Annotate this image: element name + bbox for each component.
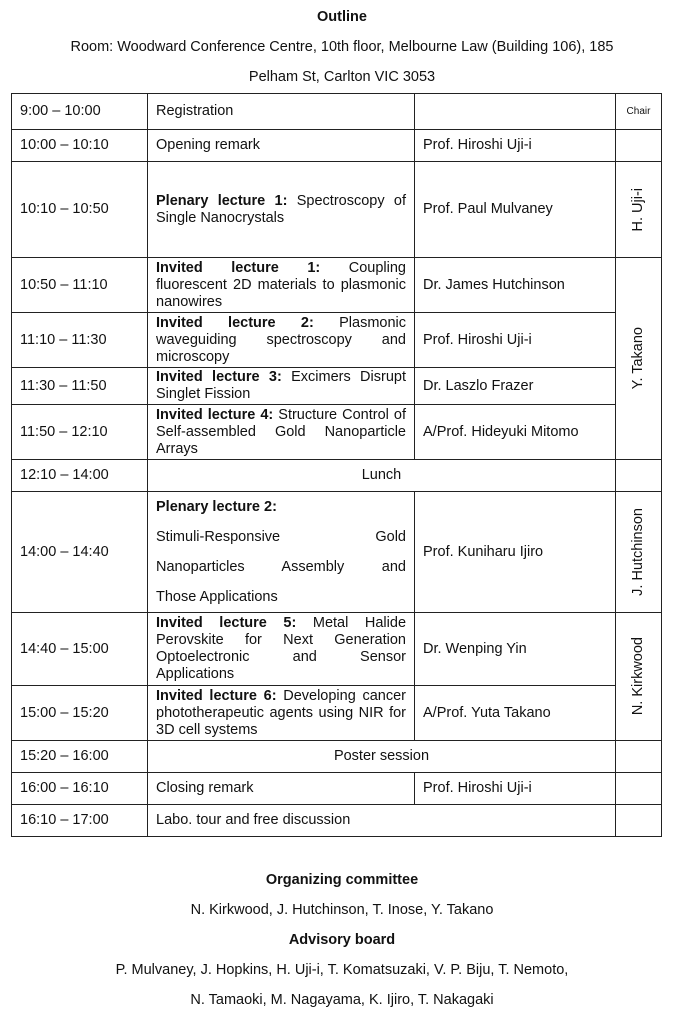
schedule-table: [11, 93, 662, 837]
session-title: [148, 368, 415, 405]
chair-cell: [616, 773, 662, 805]
session-title: Closing remark: [148, 773, 415, 805]
chair-cell: [616, 460, 662, 492]
time-cell: 12:10 – 14:00: [12, 460, 148, 492]
chair-name: J. Hutchinson: [630, 508, 646, 596]
lecture-label: Invited lecture 3:: [156, 369, 282, 385]
time-cell: 15:20 – 16:00: [12, 741, 148, 773]
speaker-cell: A/Prof. Hideyuki Mitomo: [415, 405, 616, 460]
session-title: Labo. tour and free discussion: [148, 805, 616, 837]
chair-header: Chair: [616, 94, 662, 130]
table-row: [12, 162, 662, 258]
table-row: [12, 94, 662, 130]
lecture-title-line: Nanoparticles Assembly and: [156, 559, 406, 575]
lecture-title: Metal Halide Perovskite for Next Generation Optoelectronic and Sensor Applications: [156, 615, 407, 682]
time-cell: 16:00 – 16:10: [12, 773, 148, 805]
speaker-cell: A/Prof. Yuta Takano: [415, 686, 616, 741]
chair-name: H. Uji-i: [630, 187, 646, 232]
time-cell: 10:00 – 10:10: [12, 130, 148, 162]
lecture-title: Plasmonic waveguiding spectroscopy and microscopy: [156, 314, 406, 365]
chair-cell: [616, 492, 662, 613]
lecture-label: Invited lecture 5:: [156, 615, 297, 631]
chair-name: Y. Takano: [630, 327, 646, 390]
chair-cell: [616, 162, 662, 258]
advisory-board-line-2: N. Tamaoki, M. Nagayama, K. Ijiro, T. Nakagaki: [190, 992, 494, 1008]
table-row: [12, 741, 662, 773]
table-row: [12, 313, 662, 368]
table-row: [12, 368, 662, 405]
session-title: Registration: [148, 94, 415, 130]
chair-cell: [616, 805, 662, 837]
lecture-label: Plenary lecture 1:: [156, 192, 288, 209]
organizing-committee-heading: Organizing committee: [265, 872, 419, 888]
session-title: [148, 405, 415, 460]
session-title: [148, 162, 415, 258]
time-cell: 15:00 – 15:20: [12, 686, 148, 741]
time-cell: 11:50 – 12:10: [12, 405, 148, 460]
page-title: Outline: [317, 9, 367, 25]
speaker-cell: Prof. Hiroshi Uji-i: [415, 773, 616, 805]
table-row: [12, 773, 662, 805]
lecture-title: Coupling fluorescent 2D materials to plasmonic nanowires: [156, 259, 406, 310]
chair-cell: [616, 130, 662, 162]
table-row: [12, 613, 662, 686]
advisory-board-heading: Advisory board: [288, 932, 396, 948]
room-line-1: Room: Woodward Conference Centre, 10th floor, Melbourne Law (Building 106), 185: [70, 39, 614, 55]
speaker-cell: Prof. Paul Mulvaney: [415, 162, 616, 258]
session-title: [148, 258, 415, 313]
organizing-committee-members: N. Kirkwood, J. Hutchinson, T. Inose, Y. Takano: [190, 902, 494, 918]
time-cell: 16:10 – 17:00: [12, 805, 148, 837]
chair-cell: [616, 741, 662, 773]
table-row: [12, 492, 662, 613]
session-title: [148, 686, 415, 741]
session-title: Lunch: [148, 460, 616, 492]
table-row: [12, 805, 662, 837]
time-cell: 10:10 – 10:50: [12, 162, 148, 258]
session-title: [148, 492, 415, 613]
lecture-title: Developing cancer phototherapeutic agents using NIR for 3D cell systems: [156, 687, 406, 738]
lecture-title-line: Those Applications: [156, 589, 278, 605]
lecture-label: Plenary lecture 2:: [156, 499, 277, 515]
speaker-cell: [415, 94, 616, 130]
speaker-cell: Dr. James Hutchinson: [415, 258, 616, 313]
table-row: [12, 130, 662, 162]
time-cell: 14:00 – 14:40: [12, 492, 148, 613]
table-row: [12, 405, 662, 460]
lecture-title: Structure Control of Self-assembled Gold Nanoparticle Arrays: [156, 406, 407, 457]
lecture-label: Invited lecture 6:: [156, 687, 277, 704]
chair-name: N. Kirkwood: [630, 637, 646, 716]
table-row: [12, 460, 662, 492]
session-title: [148, 313, 415, 368]
time-cell: 14:40 – 15:00: [12, 613, 148, 686]
speaker-cell: Prof. Kuniharu Ijiro: [415, 492, 616, 613]
time-cell: 11:10 – 11:30: [12, 313, 148, 368]
speaker-cell: Dr. Wenping Yin: [415, 613, 616, 686]
session-title: Opening remark: [148, 130, 415, 162]
lecture-title: Spectroscopy of Single Nanocrystals: [156, 192, 406, 226]
chair-cell: [616, 613, 662, 741]
room-line-2: Pelham St, Carlton VIC 3053: [248, 69, 436, 85]
table-row: [12, 258, 662, 313]
advisory-board-line-1: P. Mulvaney, J. Hopkins, H. Uji-i, T. Komatsuzaki, V. P. Biju, T. Nemoto,: [115, 962, 569, 978]
time-cell: 11:30 – 11:50: [12, 368, 148, 405]
lecture-label: Invited lecture 1:: [156, 259, 321, 276]
session-title: Poster session: [148, 741, 616, 773]
chair-cell: [616, 258, 662, 460]
lecture-title: Excimers Disrupt Singlet Fission: [156, 369, 406, 402]
time-cell: 10:50 – 11:10: [12, 258, 148, 313]
table-row: [12, 686, 662, 741]
speaker-cell: Prof. Hiroshi Uji-i: [415, 313, 616, 368]
speaker-cell: Dr. Laszlo Frazer: [415, 368, 616, 405]
lecture-title-line: Stimuli-Responsive Gold: [156, 529, 406, 545]
speaker-cell: Prof. Hiroshi Uji-i: [415, 130, 616, 162]
lecture-label: Invited lecture 4:: [156, 406, 274, 423]
lecture-label: Invited lecture 2:: [156, 314, 314, 331]
session-title: [148, 613, 415, 686]
time-cell: 9:00 – 10:00: [12, 94, 148, 130]
